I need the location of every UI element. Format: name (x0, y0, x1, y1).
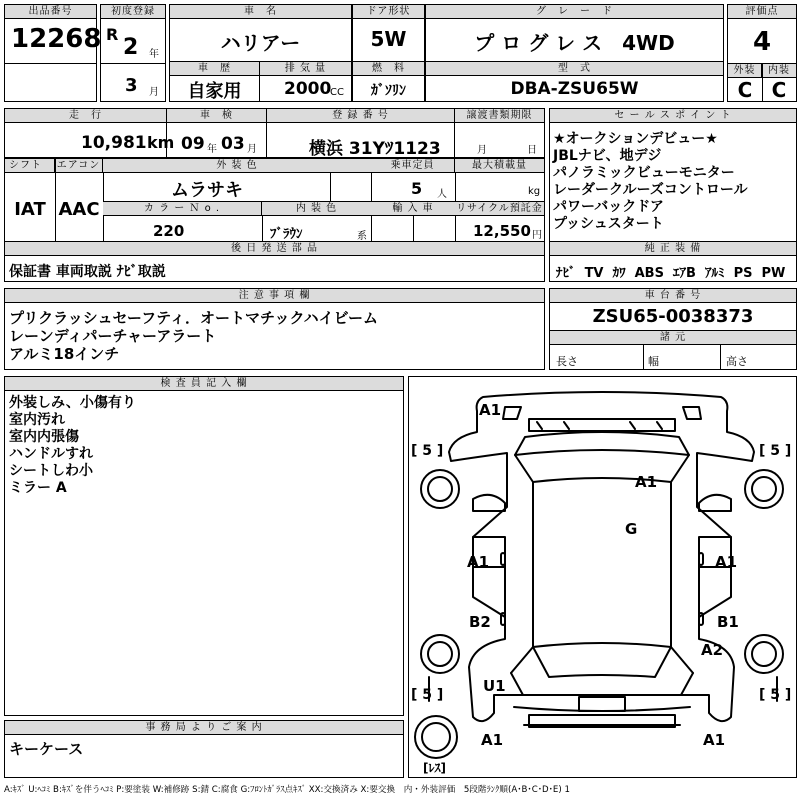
inspector-label: 検 査 員 記 入 欄 (5, 377, 403, 391)
door-label: ドア形状 (353, 5, 424, 19)
tire-rear-left: [ 5 ] (411, 687, 444, 703)
note-line: アルミ18インチ (9, 345, 120, 363)
equip-tv: TV (584, 266, 604, 281)
colorno-label: カ ラ ー Ｎ o . (103, 202, 262, 216)
inspect-month-unit: 月 (247, 144, 257, 155)
disp-label: 排 気 量 (260, 62, 351, 76)
recycle-label: リサイクル預託金 (456, 203, 543, 214)
mark-hood: A1 (635, 473, 658, 491)
mark-left-rear-door: B2 (469, 613, 491, 631)
plate-box (266, 108, 455, 158)
era: R (106, 25, 119, 44)
history-box (169, 61, 260, 102)
later-parts: 保証書 車両取説 ﾅﾋﾞ取説 (9, 264, 166, 280)
reg-year: 2 (123, 35, 139, 60)
legend: A:ｷｽﾞ U:ﾍｺﾐ B:ｷｽﾞを伴うﾍｺﾐ P:要塗装 W:補修跡 S:錆 C:腐食 G:ﾌﾛﾝﾄｶﾞﾗｽ点ｷｽﾞ XX:交換済み X:要交換 内・外装評価 5段階ﾗﾝｸ順(A･B･C･D･E) 1 (4, 785, 570, 795)
intcolor-unit: 系 (357, 231, 367, 242)
equipment-box (549, 241, 797, 282)
grade-box (425, 4, 724, 62)
car-diagram (409, 377, 796, 777)
sales-item: レーダークルーズコントロール (553, 182, 748, 198)
later-label: 後 日 発 送 部 品 (5, 242, 544, 256)
displacement: 2000 (284, 79, 332, 99)
recycle-fee: 12,550 (473, 222, 531, 240)
lot-number: 12268 (11, 24, 102, 54)
color-label: 外 装 色 (103, 159, 371, 173)
car-diagram-box (408, 376, 797, 778)
tire-rear-right: [ 5 ] (759, 687, 792, 703)
equip-leather: ｶﾜ (612, 266, 626, 281)
tire-spare: [ﾚｽ] (423, 761, 446, 775)
spec-height: 高さ (726, 355, 748, 368)
mark-rear-left: A1 (481, 731, 504, 749)
score-label: 評価点 (728, 5, 796, 19)
transfer-box (454, 108, 545, 158)
history-label: 車 歴 (170, 62, 259, 76)
mark-rear-right: A1 (703, 731, 726, 749)
tire-front-left: [ 5 ] (411, 443, 444, 459)
mileage: 10,981 (81, 133, 147, 153)
mark-left-quarter: U1 (483, 677, 506, 695)
mark-right-front-door: A1 (715, 553, 738, 571)
later-box (4, 241, 545, 282)
car-body-outline (449, 392, 754, 721)
office-label: 事 務 局 よ り ご 案 内 (5, 721, 403, 735)
grade: プ ロ グ レ ス 4WD (474, 31, 675, 55)
inspect-label: 車 検 (167, 109, 266, 123)
sales-item: パノラミックビューモニター (553, 165, 735, 181)
notes-box (4, 288, 545, 370)
load-label: 最大積載量 (455, 159, 544, 173)
load-unit: kg (528, 186, 541, 197)
name-box (169, 4, 352, 62)
sales-item: パワーバックドア (553, 199, 664, 215)
lot-label: 出品番号 (5, 5, 96, 19)
mileage-unit: km (147, 133, 175, 152)
spec-length: 長さ (556, 355, 578, 368)
sales-item: プッシュスタート (553, 216, 664, 232)
model-label: 型 式 (426, 62, 723, 76)
chassis-label: 車 台 番 号 (550, 289, 796, 303)
color-number: 220 (153, 222, 185, 240)
inspect-month: 03 (221, 134, 245, 154)
first-reg-label: 初度登録 (101, 5, 165, 19)
inspect-box (166, 108, 267, 158)
sales-box (549, 108, 797, 242)
sales-item: JBLナビ、地デジ (553, 148, 662, 164)
capacity: 5 (411, 179, 423, 198)
sales-item: ★オークションデビュー★ (553, 131, 718, 147)
inspector-line: ハンドルすれ (9, 446, 93, 462)
int-grade: C (771, 78, 787, 102)
mark-roof: G (625, 520, 638, 538)
inspector-line: 外装しみ、小傷有り (9, 395, 136, 411)
equip-alloy: ｱﾙﾐ (705, 266, 725, 281)
ac: AAC (58, 199, 100, 220)
specs-label: 諸 元 (550, 331, 796, 345)
equip-ps: PS (733, 266, 753, 281)
note-line: プリクラッシュセーフティ．オートマチックハイビーム (9, 309, 379, 327)
int-label: 内装 (762, 64, 796, 78)
reg-month: 3 (125, 75, 138, 96)
inspect-year-unit: 年 (207, 144, 217, 155)
inspector-line: ミラー A (9, 480, 67, 496)
inspector-line: 室内内張傷 (9, 429, 79, 445)
equip-airbag: ｴｱB (673, 266, 696, 281)
transfer-month-unit: 月 (477, 145, 487, 156)
chassis-box (549, 288, 797, 370)
transfer-day-unit: 日 (527, 145, 537, 156)
inspector-line: 室内汚れ (9, 412, 65, 428)
inspect-year: 09 (181, 134, 205, 154)
mileage-label: 走 行 (5, 109, 166, 123)
mark-left-front-door: A1 (467, 553, 490, 571)
disp-box (259, 61, 352, 102)
plate: 横浜 31Yﾂ1123 (309, 139, 441, 159)
score-box (727, 4, 797, 102)
mark-right-rear-door: B1 (717, 613, 739, 631)
capacity-unit: 人 (437, 189, 447, 200)
grade-label: グ レ ー ド (426, 5, 723, 19)
import-label: 輸 入 車 (371, 202, 455, 216)
model-code: DBA-ZSU65W (510, 79, 639, 99)
shift-label: シフト (5, 159, 55, 173)
plate-label: 登 録 番 号 (267, 109, 454, 123)
notes-label: 注 意 事 項 欄 (5, 289, 544, 303)
reg-month-unit: 月 (149, 87, 159, 98)
chassis-number: ZSU65-0038373 (592, 306, 754, 327)
fuel: ｶﾞｿﾘﾝ (371, 83, 406, 99)
spec-block (4, 158, 545, 242)
first-reg-box (100, 4, 166, 102)
transfer-label: 譲渡書類期限 (455, 109, 544, 123)
equip-abs: ABS (634, 266, 664, 281)
mileage-box (4, 108, 175, 158)
fuel-box (352, 61, 425, 102)
ext-grade: C (737, 78, 753, 102)
door-box (352, 4, 425, 62)
inspector-box (4, 376, 404, 716)
model-box (425, 61, 724, 102)
recycle-unit: 円 (532, 230, 542, 241)
lot-box (4, 4, 102, 102)
note-line: レーンディパーチャーアラート (9, 327, 217, 345)
tire-front-right: [ 5 ] (759, 443, 792, 459)
door-type: 5W (370, 27, 407, 51)
mark-front-bumper: A1 (479, 401, 502, 419)
spec-width: 幅 (648, 355, 659, 368)
ac-label: エアコン (55, 159, 103, 173)
equip-navi: ﾅﾋﾞ (556, 266, 576, 281)
shift: IAT (14, 199, 46, 220)
sales-label: セ ー ル ス ポ イ ン ト (550, 109, 796, 123)
equip-pw: PW (761, 266, 786, 281)
ext-label: 外装 (728, 64, 762, 78)
car-name: ハリアー (220, 31, 301, 55)
exterior-color: ムラサキ (171, 180, 243, 201)
reg-year-unit: 年 (149, 49, 159, 60)
mark-right-quarter: A2 (701, 641, 724, 659)
interior-color: ﾌﾞﾗｳﾝ (270, 227, 303, 242)
score: 4 (752, 27, 772, 57)
office-note: キーケース (9, 740, 84, 758)
history: 自家用 (187, 81, 242, 102)
intcolor-label: 内 装 色 (262, 202, 371, 216)
office-box (4, 720, 404, 778)
inspector-line: シートしわ小 (9, 463, 93, 479)
capacity-label: 乗車定員 (371, 159, 455, 173)
equipment-label: 純 正 装 備 (550, 242, 796, 256)
disp-unit: CC (330, 87, 344, 98)
fuel-label: 燃 料 (353, 62, 424, 76)
name-label: 車 名 (170, 5, 351, 19)
